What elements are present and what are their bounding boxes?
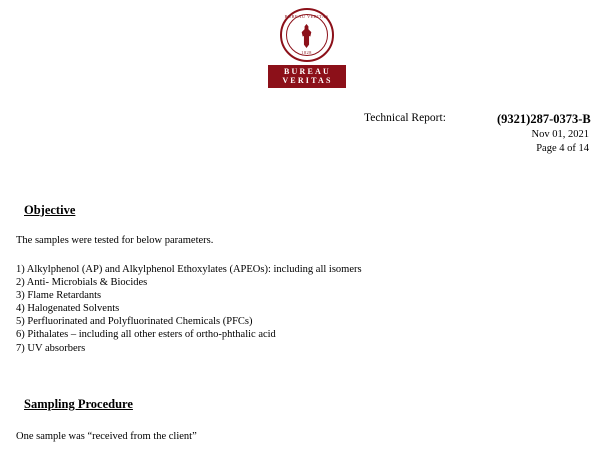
brand-wordmark-line2: VERITAS: [282, 76, 333, 85]
list-item: 3) Flame Retardants: [16, 290, 102, 302]
objective-intro-text: The samples were tested for below parameters.: [16, 235, 214, 246]
objective-heading: Objective: [24, 203, 76, 217]
bureau-veritas-seal-icon: [280, 8, 334, 62]
list-item: 6) Pithalates – including all other esters of ortho-phthalic acid: [16, 329, 276, 341]
list-item: 5) Perfluorinated and Polyfluorinated Chemicals (PFCs): [16, 316, 253, 328]
report-label: Technical Report:: [364, 112, 446, 124]
seal-top-text: BUREAU VERITAS: [284, 14, 329, 19]
list-item: 4) Halogenated Solvents: [16, 303, 120, 315]
sampling-procedure-text: One sample was “received from the client”: [16, 431, 197, 442]
list-item: 7) UV absorbers: [16, 342, 86, 354]
brand-wordmark-line1: BUREAU: [284, 67, 331, 76]
parameter-list: [16, 263, 362, 355]
brand-wordmark: [268, 65, 346, 88]
report-number: (9321)287-0373-B: [497, 112, 591, 126]
list-item: 2) Anti- Microbials & Biocides: [16, 277, 148, 289]
sampling-procedure-heading: Sampling Procedure: [24, 397, 133, 411]
bureau-veritas-logo: [0, 8, 613, 88]
list-item: 1) Alkylphenol (AP) and Alkylphenol Ethoxylates (APEOs): including all isomers: [16, 264, 362, 275]
seal-bottom-text: 1828: [301, 50, 312, 55]
report-page-number: Page 4 of 14: [536, 143, 589, 154]
report-date: Nov 01, 2021: [531, 129, 589, 140]
